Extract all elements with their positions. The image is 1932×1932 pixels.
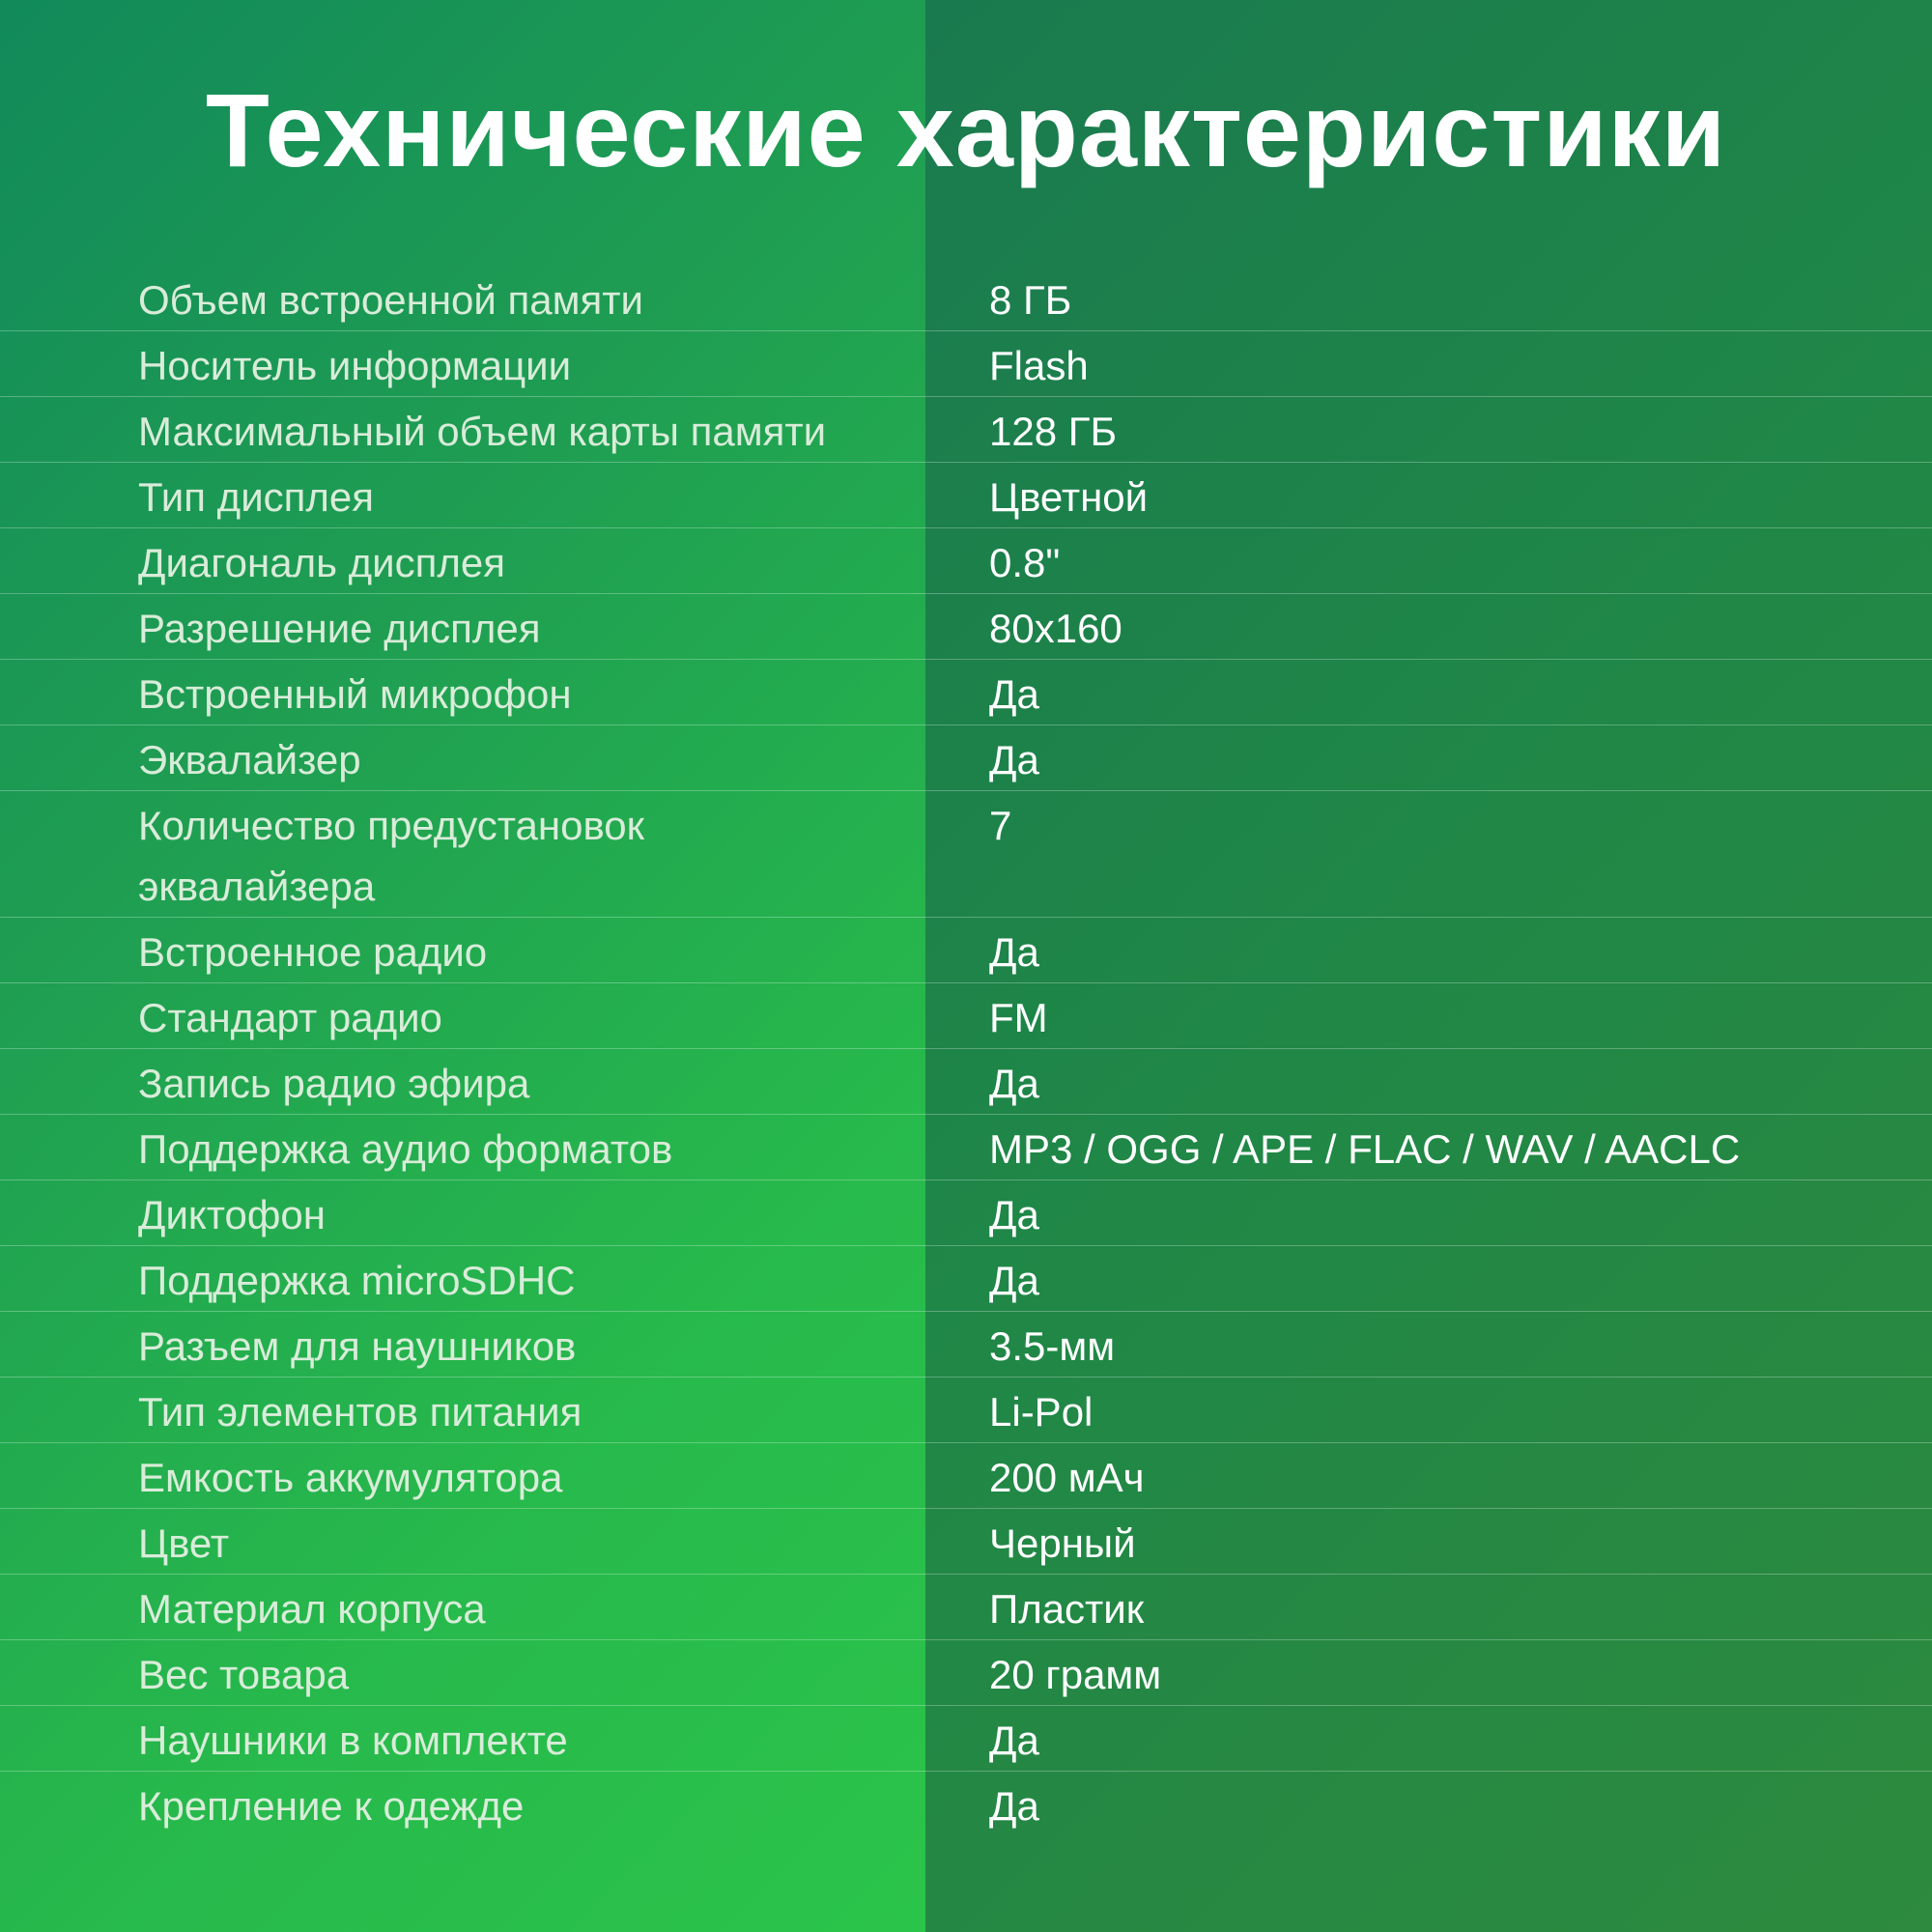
spec-value: MP3 / OGG / APE / FLAC / WAV / AACLC <box>989 1126 1741 1172</box>
spec-row <box>0 1640 1932 1706</box>
spec-row <box>0 1772 1932 1836</box>
spec-label: Материал корпуса <box>138 1586 486 1632</box>
spec-row <box>0 1049 1932 1115</box>
spec-row <box>0 983 1932 1049</box>
spec-label: Стандарт радио <box>138 995 442 1040</box>
spec-label: Встроенное радио <box>138 929 488 975</box>
spec-label: Объем встроенной памяти <box>138 277 643 323</box>
spec-label: Поддержка аудио форматов <box>138 1126 673 1172</box>
spec-label: Цвет <box>138 1520 230 1566</box>
spec-value: Да <box>989 1192 1039 1237</box>
spec-value: Да <box>989 929 1039 975</box>
spec-row <box>0 397 1932 463</box>
spec-row <box>0 1575 1932 1640</box>
spec-row <box>0 1706 1932 1772</box>
spec-row <box>0 791 1932 918</box>
spec-label: Максимальный объем карты памяти <box>138 409 827 454</box>
spec-row <box>0 594 1932 660</box>
spec-row <box>0 1312 1932 1378</box>
spec-row <box>0 528 1932 594</box>
spec-row <box>0 918 1932 983</box>
spec-row <box>0 660 1932 725</box>
spec-value: 0.8" <box>989 540 1061 585</box>
spec-value: 3.5-мм <box>989 1323 1116 1369</box>
spec-value: 20 грамм <box>989 1652 1162 1697</box>
spec-label: Тип элементов питания <box>138 1389 582 1435</box>
spec-label: Количество предустановок эквалайзера <box>138 803 645 909</box>
spec-value: Li-Pol <box>989 1389 1094 1435</box>
spec-row <box>0 1246 1932 1312</box>
spec-value: Пластик <box>989 1586 1145 1632</box>
spec-row <box>0 725 1932 791</box>
spec-row <box>0 1180 1932 1246</box>
spec-value: Черный <box>989 1520 1136 1566</box>
spec-label: Эквалайзер <box>138 737 361 782</box>
spec-value: 80x160 <box>989 606 1122 651</box>
spec-row <box>0 266 1932 331</box>
spec-value: 200 мАч <box>989 1455 1145 1500</box>
spec-value: Да <box>989 1783 1039 1829</box>
page-title: Технические характеристики <box>205 71 1727 188</box>
spec-value: Да <box>989 1718 1039 1763</box>
spec-label: Запись радио эфира <box>138 1061 530 1106</box>
spec-value: Да <box>989 737 1039 782</box>
spec-label: Наушники в комплекте <box>138 1718 568 1763</box>
spec-value: 8 ГБ <box>989 277 1072 323</box>
spec-value: Цветной <box>989 474 1149 520</box>
spec-row <box>0 331 1932 397</box>
spec-value: Да <box>989 671 1039 717</box>
spec-label: Тип дисплея <box>138 474 375 520</box>
spec-label: Вес товара <box>138 1652 350 1697</box>
spec-row <box>0 1115 1932 1180</box>
spec-row <box>0 1509 1932 1575</box>
spec-value: Да <box>989 1258 1039 1303</box>
spec-value: 7 <box>989 803 1012 848</box>
spec-label: Носитель информации <box>138 343 572 388</box>
spec-value: Flash <box>989 343 1089 388</box>
spec-label: Диагональ дисплея <box>138 540 505 585</box>
spec-row <box>0 463 1932 528</box>
spec-label: Встроенный микрофон <box>138 671 572 717</box>
spec-label: Поддержка microSDHC <box>138 1258 576 1303</box>
spec-label: Разъем для наушников <box>138 1323 577 1369</box>
spec-row <box>0 1378 1932 1443</box>
spec-table <box>0 266 1932 1836</box>
spec-label: Крепление к одежде <box>138 1783 525 1829</box>
spec-label: Диктофон <box>138 1192 326 1237</box>
spec-label: Емкость аккумулятора <box>138 1455 563 1500</box>
spec-value: 128 ГБ <box>989 409 1118 454</box>
spec-label: Разрешение дисплея <box>138 606 541 651</box>
spec-value: Да <box>989 1061 1039 1106</box>
spec-row <box>0 1443 1932 1509</box>
spec-value: FM <box>989 995 1048 1040</box>
